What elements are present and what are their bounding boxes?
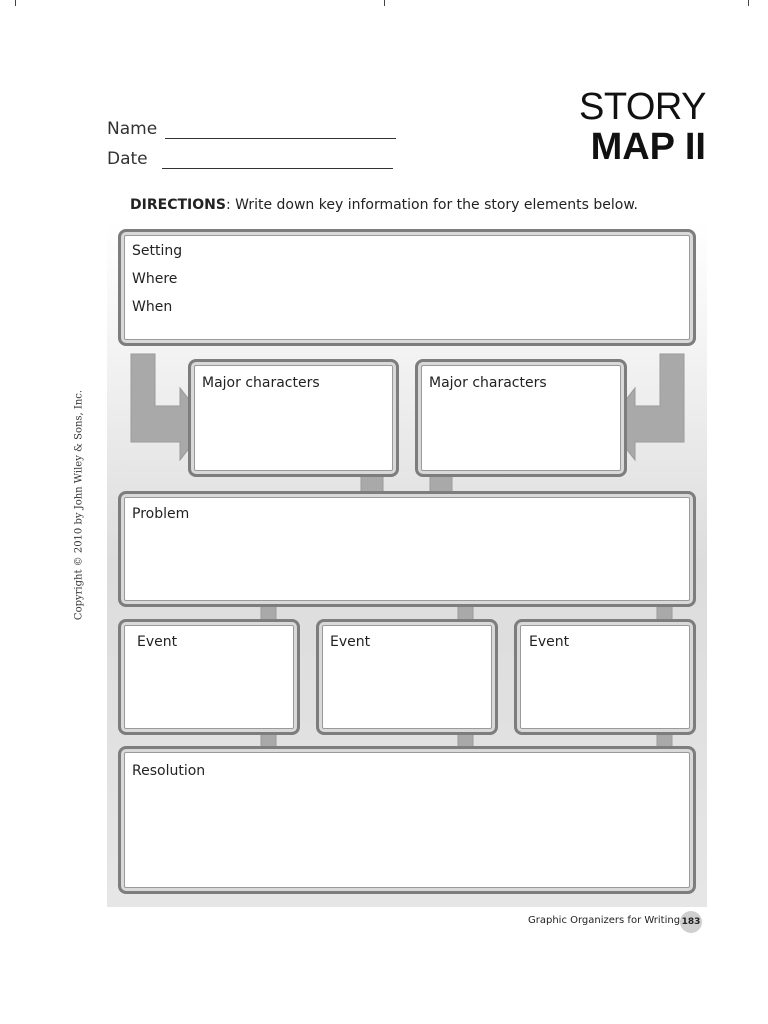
resolution-box[interactable] (118, 746, 696, 894)
footer-book-title: Graphic Organizers for Writing (528, 915, 681, 926)
crop-mark-center (384, 0, 385, 6)
major-characters-box-left[interactable] (188, 359, 399, 477)
resolution-label: Resolution (132, 763, 206, 779)
page-number: 183 (680, 911, 702, 933)
title-story: STORY (578, 86, 706, 128)
where-label: Where (132, 271, 178, 287)
date-line[interactable] (162, 154, 393, 169)
event-box-3[interactable] (514, 619, 696, 735)
directions (0, 197, 768, 213)
major-characters-box-right[interactable] (415, 359, 627, 477)
event-box-1[interactable] (118, 619, 300, 735)
problem-label: Problem (132, 506, 190, 522)
name-field[interactable] (107, 119, 396, 139)
date-field[interactable] (107, 149, 393, 169)
title-map: MAP II (590, 126, 706, 168)
setting-label: Setting (132, 243, 183, 259)
directions-bold: DIRECTIONS (130, 197, 226, 213)
copyright-notice: Copyright © 2010 by John Wiley & Sons, Inc. (73, 389, 85, 621)
event-label-3: Event (529, 634, 570, 650)
event-label-2: Event (330, 634, 371, 650)
major-characters-label-right: Major characters (429, 375, 547, 391)
date-label: Date (107, 149, 148, 169)
name-line[interactable] (165, 124, 396, 139)
story-map-sheet (107, 219, 707, 907)
problem-box[interactable] (118, 491, 696, 607)
setting-box[interactable] (118, 229, 696, 346)
major-characters-label-left: Major characters (202, 375, 320, 391)
event-box-2[interactable] (316, 619, 498, 735)
crop-mark-left (15, 0, 16, 6)
when-label: When (132, 299, 173, 315)
directions-text: : Write down key information for the story elements below. (225, 197, 638, 213)
name-label: Name (107, 119, 158, 139)
event-label-1: Event (137, 634, 178, 650)
crop-mark-right (748, 0, 749, 6)
